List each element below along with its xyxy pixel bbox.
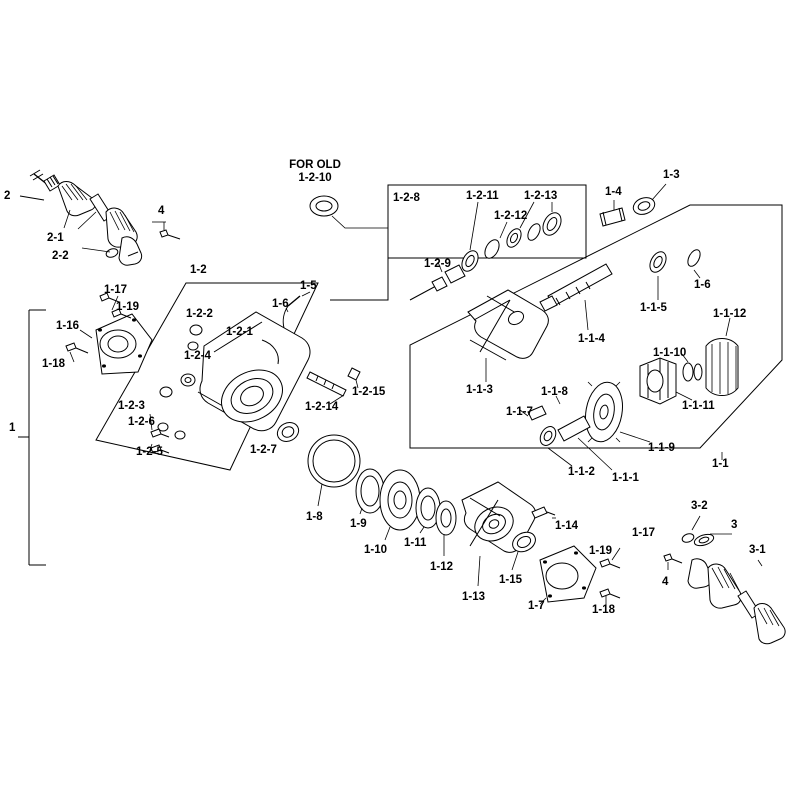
part-label-1-1-12: 1-1-12: [713, 308, 747, 320]
part-label-1-2-4: 1-2-4: [184, 350, 211, 362]
part-label-1-1-10: 1-1-10: [653, 347, 687, 359]
part-label-1-1: 1-1: [712, 458, 729, 470]
part-label-1-17-right: 1-17: [632, 527, 656, 539]
group-1-2-8-box: [330, 185, 586, 300]
part-label-1-2: 1-2: [190, 264, 207, 276]
part-label-1-1-1: 1-1-1: [612, 472, 639, 484]
part-label-1-16: 1-16: [56, 320, 80, 332]
part-label-1-1-2: 1-1-2: [568, 466, 595, 478]
part-label-1-19: 1-19: [116, 301, 140, 313]
part-label-3-1: 3-1: [749, 544, 766, 556]
part-label-1-10: 1-10: [364, 544, 388, 556]
part-label-1-1-11: 1-1-11: [682, 400, 715, 412]
part-label-1-1-7: 1-1-7: [506, 406, 533, 418]
part-label-3-2: 3-2: [691, 500, 708, 512]
part-label-1-2-12: 1-2-12: [494, 210, 528, 222]
part-label-1-2-1: 1-2-1: [226, 326, 253, 338]
part-label-1-2-2: 1-2-2: [186, 308, 213, 320]
part-label-1-2-7: 1-2-7: [250, 444, 277, 456]
part-label-1-2-8: 1-2-8: [393, 192, 420, 204]
part-label-1-8: 1-8: [306, 511, 323, 523]
part-label-1-2-13: 1-2-13: [524, 190, 558, 202]
part-label-1-6-right: 1-6: [694, 279, 711, 291]
leader-2: [20, 196, 44, 200]
part-1-2-10-oring: [310, 196, 388, 228]
axle-assembly-right: [664, 516, 785, 644]
part-label-1-2-5: 1-2-5: [136, 446, 163, 458]
for-old-note-line1: FOR OLD: [289, 159, 341, 171]
part-label-1-17: 1-17: [104, 284, 128, 296]
for-old-note: [270, 159, 360, 185]
part-1-3-oring: [631, 184, 666, 217]
part-label-1: 1: [9, 422, 16, 434]
part-label-2-1: 2-1: [47, 232, 64, 244]
part-label-1-1-3: 1-1-3: [466, 384, 493, 396]
part-label-1-9: 1-9: [350, 518, 367, 530]
part-label-1-6: 1-6: [272, 298, 289, 310]
part-label-1-2-11: 1-2-11: [466, 190, 499, 202]
part-label-1-2-15: 1-2-15: [352, 386, 386, 398]
part-label-1-5: 1-5: [300, 280, 317, 292]
for-old-note-line2: 1-2-10: [298, 172, 332, 184]
part-1-4-sleeve: [600, 200, 625, 226]
bracket-group-1: [18, 310, 46, 565]
part-label-1-1-5: 1-1-5: [640, 302, 667, 314]
part-label-1-2-6: 1-2-6: [128, 416, 155, 428]
part-label-1-15: 1-15: [499, 574, 523, 586]
part-label-1-3: 1-3: [663, 169, 680, 181]
part-label-1-11: 1-11: [404, 537, 427, 549]
part-label-2-2: 2-2: [52, 250, 69, 262]
part-label-2: 2: [4, 190, 11, 202]
part-label-1-18-right: 1-18: [592, 604, 616, 616]
part-label-1-2-3: 1-2-3: [118, 400, 145, 412]
bolt-4-left: [160, 230, 180, 239]
part-label-1-1-8: 1-1-8: [541, 386, 568, 398]
part-label-1-18: 1-18: [42, 358, 66, 370]
part-1-7-flange: [540, 546, 596, 604]
part-label-4-left: 4: [158, 205, 165, 217]
part-label-1-13: 1-13: [462, 591, 486, 603]
part-label-1-4: 1-4: [605, 186, 622, 198]
part-label-1-7: 1-7: [528, 600, 545, 612]
part-1-16-flange: [96, 314, 152, 374]
part-label-1-14: 1-14: [555, 520, 579, 532]
part-label-4-right: 4: [662, 576, 669, 588]
part-label-1-12: 1-12: [430, 561, 454, 573]
part-label-1-2-14: 1-2-14: [305, 401, 339, 413]
part-label-1-2-9: 1-2-9: [424, 258, 451, 270]
part-label-3: 3: [731, 519, 738, 531]
part-label-1-1-9: 1-1-9: [648, 442, 675, 454]
part-label-1-19-right: 1-19: [589, 545, 613, 557]
parts-row-1-2-9-13: [410, 202, 565, 300]
part-label-1-1-4: 1-1-4: [578, 333, 605, 345]
